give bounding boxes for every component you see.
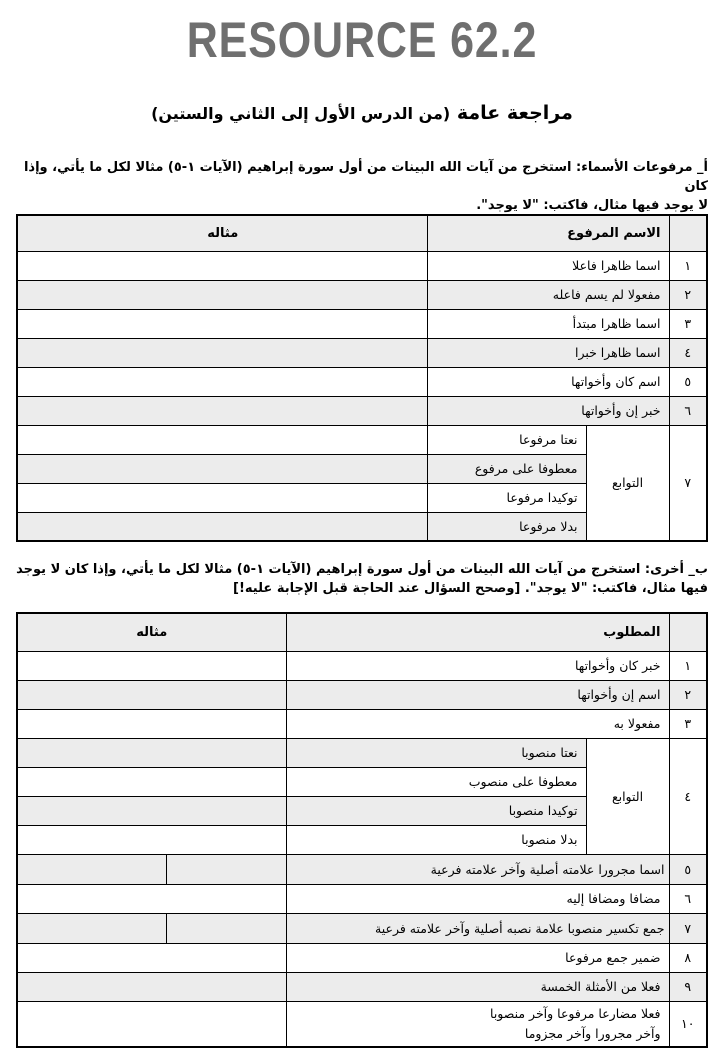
answer-part-1[interactable] <box>166 914 286 943</box>
row-num: ١ <box>669 251 707 280</box>
row-num: ٤ <box>669 338 707 367</box>
subtitle-main: مراجعة عامة <box>456 102 573 124</box>
tawabi-label: التوابع <box>586 738 669 854</box>
header-item: المطلوب <box>286 613 669 651</box>
row-num: ٩ <box>669 972 707 1001</box>
row-label-line: فعلا مضارعا مرفوعا وآخر منصوبا <box>490 1005 661 1021</box>
header-num <box>669 215 707 251</box>
answer-cell-split[interactable] <box>17 913 286 943</box>
row-label: اسما ظاهرا خبرا <box>428 338 669 367</box>
row-label: اسما ظاهرا فاعلا <box>428 251 669 280</box>
row-num: ١٠ <box>669 1001 707 1047</box>
table-a-header <box>17 215 707 251</box>
answer-cell[interactable] <box>17 1001 286 1047</box>
answer-cell[interactable] <box>17 825 286 854</box>
row-num: ٥ <box>669 854 707 884</box>
table-row <box>17 913 707 943</box>
answer-cell[interactable] <box>17 367 428 396</box>
answer-cell[interactable] <box>17 738 286 767</box>
row-label: بدلا منصوبا <box>286 825 586 854</box>
table-row <box>17 251 707 280</box>
row-num: ٦ <box>669 884 707 913</box>
row-label: جمع تكسير منصوبا علامة نصبه أصلية وآخر علامته فرعية <box>286 913 669 943</box>
answer-cell[interactable] <box>17 680 286 709</box>
page-subtitle <box>0 98 724 129</box>
answer-cell[interactable] <box>17 483 428 512</box>
answer-cell-split[interactable] <box>17 854 286 884</box>
resource-title: RESOURCE 62.2 <box>186 12 538 68</box>
row-label <box>286 1001 669 1047</box>
table-row <box>17 309 707 338</box>
answer-cell[interactable] <box>17 512 428 541</box>
subtitle-paren: (من الدرس الأول إلى الثاني والستين) <box>151 104 451 123</box>
answer-cell[interactable] <box>17 280 428 309</box>
answer-cell[interactable] <box>17 884 286 913</box>
table-row <box>17 709 707 738</box>
section-a-instruction <box>16 158 708 215</box>
answer-cell[interactable] <box>17 651 286 680</box>
answer-cell[interactable] <box>17 709 286 738</box>
answer-part-2[interactable] <box>18 855 166 884</box>
instruction-line: لا يوجد فيها مثال، فاكتب: "لا يوجد". <box>476 198 708 213</box>
row-num: ٥ <box>669 367 707 396</box>
table-row <box>17 680 707 709</box>
instruction-line: فيها مثال، فاكتب: "لا يوجد". [وصحح السؤال عند الحاجة قبل الإجابة عليه!] <box>233 581 708 596</box>
row-num: ٤ <box>669 738 707 854</box>
row-label: مفعولا لم يسم فاعله <box>428 280 669 309</box>
row-label: معطوفا على مرفوع <box>428 454 586 483</box>
answer-cell[interactable] <box>17 338 428 367</box>
row-label: بدلا مرفوعا <box>428 512 586 541</box>
answer-cell[interactable] <box>17 796 286 825</box>
table-a <box>16 214 708 542</box>
row-label: معطوفا على منصوب <box>286 767 586 796</box>
table-row <box>17 396 707 425</box>
row-label: اسما مجرورا علامته أصلية وآخر علامته فرعية <box>286 854 669 884</box>
row-label: مضافا ومضافا إليه <box>286 884 669 913</box>
row-num: ٧ <box>669 425 707 541</box>
answer-cell[interactable] <box>17 943 286 972</box>
table-row <box>17 943 707 972</box>
table-row <box>17 884 707 913</box>
row-label: اسم إن وأخواتها <box>286 680 669 709</box>
row-label: فعلا من الأمثلة الخمسة <box>286 972 669 1001</box>
answer-cell[interactable] <box>17 972 286 1001</box>
table-row <box>17 367 707 396</box>
table-row <box>17 280 707 309</box>
row-num: ٢ <box>669 680 707 709</box>
answer-cell[interactable] <box>17 767 286 796</box>
answer-cell[interactable] <box>17 396 428 425</box>
section-b-instruction <box>16 560 708 598</box>
row-num: ٢ <box>669 280 707 309</box>
row-num: ١ <box>669 651 707 680</box>
table-row <box>17 738 707 767</box>
answer-cell[interactable] <box>17 309 428 338</box>
header-item: الاسم المرفوع <box>428 215 669 251</box>
row-label: نعتا مرفوعا <box>428 425 586 454</box>
answer-part-1[interactable] <box>166 855 286 884</box>
header-example: مثاله <box>17 613 286 651</box>
row-num: ٣ <box>669 709 707 738</box>
row-label: خبر كان وأخواتها <box>286 651 669 680</box>
table-row <box>17 425 707 454</box>
table-row <box>17 1001 707 1047</box>
row-num: ٨ <box>669 943 707 972</box>
table-b <box>16 612 708 1048</box>
instruction-line: ب_ أخرى: استخرج من آيات الله البينات من أول سورة إبراهيم (الآيات ١-٥) مثالا لكل ما يأتي، وإذا كان لا يوجد <box>16 562 708 577</box>
tawabi-label: التوابع <box>586 425 669 541</box>
row-label: توكيدا منصوبا <box>286 796 586 825</box>
row-num: ٣ <box>669 309 707 338</box>
table-row <box>17 338 707 367</box>
table-row <box>17 651 707 680</box>
table-row <box>17 854 707 884</box>
header-num <box>669 613 707 651</box>
answer-cell[interactable] <box>17 251 428 280</box>
row-num: ٦ <box>669 396 707 425</box>
table-row <box>17 972 707 1001</box>
table-b-header <box>17 613 707 651</box>
row-label: اسم كان وأخواتها <box>428 367 669 396</box>
answer-part-2[interactable] <box>18 914 166 943</box>
row-label-line: وآخر مجرورا وآخر مجزوما <box>524 1025 661 1041</box>
row-label: مفعولا به <box>286 709 669 738</box>
row-label: ضمير جمع مرفوعا <box>286 943 669 972</box>
row-label: خبر إن وأخواتها <box>428 396 669 425</box>
answer-cell[interactable] <box>17 425 428 454</box>
row-label: اسما ظاهرا مبتدأ <box>428 309 669 338</box>
instruction-line: أ_ مرفوعات الأسماء: استخرج من آيات الله البينات من أول سورة إبراهيم (الآيات ١-٥) مثالا لكل ما يأتي، وإذا كان <box>23 160 708 194</box>
row-label: نعتا منصوبا <box>286 738 586 767</box>
header-example: مثاله <box>17 215 428 251</box>
row-label: توكيدا مرفوعا <box>428 483 586 512</box>
answer-cell[interactable] <box>17 454 428 483</box>
row-num: ٧ <box>669 913 707 943</box>
